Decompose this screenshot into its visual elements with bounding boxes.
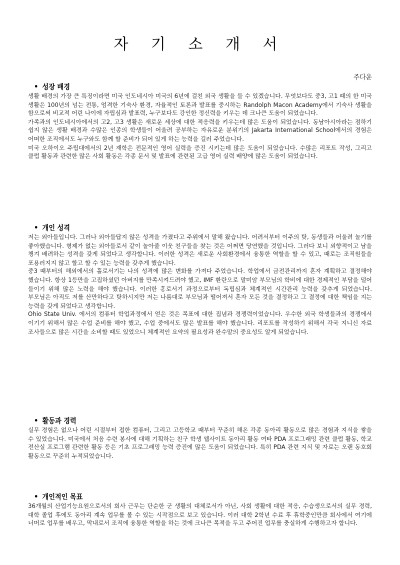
paragraph: 저는 외아들입니다. 그러나 외아들답지 않은 성격을 가졌다고 주위에서 말해 왔습니다. 어려서부터 이주의 탓, 동생들과 어울려 놀기를 좋아했습니다. 형제가 없는 외아들로서 같이 놀아줄 이웃 친구들을 찾는 것은 어쩌면 당연했을 것입니다. 그러다 보니 외향적이고 남을 챙겨 배려하는 성격을 갖게 되었다고 생각합니다. 이러한 성격은 새로운 사회환경에서 융통한 역할을 할 수 있고, 때로는 조직원들을 포용러지지 않고 할고 할 수 있는 능력을 갖추게 했습니다.: [28, 235, 372, 267]
bullet-icon: •: [34, 83, 39, 91]
section-heading-text: 활동과 경력: [42, 417, 77, 425]
section-heading-text: 개인적인 목표: [42, 493, 83, 501]
section-growth-background: [28, 81, 372, 162]
paragraph: 미국 오하이오 주립대에서의 2년 재학은 전문적인 영어 실력을 증진 시키는데 많은 도움이 되었습니다. 수많은 리포트 작성, 그리고 클럽 활동과 관련한 많은 사회 활동은 각종 문서 및 발표에 관련된 고급 영어 실력 배양에 많은 도움이 되었습니다.: [28, 145, 372, 161]
section-heading: [34, 491, 372, 501]
section-heading-text: 개인 성격: [42, 224, 70, 232]
section-heading: [34, 81, 372, 91]
paragraph: Ohio State Univ. 에서의 컴퓨터 학업과정에서 얻은 것은 목표에 대한 집념과 경쟁력이었습니다. 우수한 외국 학생들과의 경쟁에서 이기기 위해서 많은 수업 준비를 해야 했고, 수업 중에서도 많은 발표를 해야 했습니다. 리포트를 작성하기 위해서 각국 지니신 자료 조사들으로 많은 시간을 소비할 때도 있었으니 체계적인 요약의 필요성과 완수맡의 중요성도 알게 되었습니다.: [28, 312, 372, 336]
paragraph: 36개월의 산업기능요원으로서의 회사 근무는 단순한 군 생활의 대체로서가 아닌, 사회 생활에 대한 적응, 수습생으로서의 실무 경력, 대학 졸업 후에도 동아리 계속 업무를 볼 수 있는 시작점으로 보고 있습니다. 이러 대학 2학년 수료 후 휴학중인만큼 회사에서 여기에 너머로 업무를 배우고, 막내로서 조직에 융통한 역할을 하는 것에 크나큰 목적을 두고 주어진 업무를 충실하게 수행하고자 합니다.: [28, 504, 372, 528]
section-personal-goals: [28, 491, 372, 529]
section-heading: [34, 415, 372, 425]
document-title: 자 기 소 개 서: [113, 35, 287, 53]
paragraph: 실무 경험은 없으나 어린 시절부터 접한 컴퓨터, 그리고 고등학교 때부터 꾸준히 해온 각종 동아리 활동으로 많은 경험과 지식을 쌓을 수 있었습니다. 미국에서 처음 수련 봉사에 대해 기획하는 친구 학생 웹사이트 동아리 활동 여타 PDA 프로그래밍 관련 클럽 활동, 학교 전산실 프로그램 관련한 활동 등은 기초 프로그래밍 능력 증진에 많은 도움이 되었습니다. 특히 PDA 관련 지식 및 자료는 오랜 동호회 활동으로 꾸준히 누적되었습니다.: [28, 428, 372, 460]
section-heading: [34, 222, 372, 232]
section-personality: [28, 222, 372, 337]
paragraph: 가족과의 인도네시아에서의 고2, 고3 생활은 새로운 세상에 대한 적응력을 키우는데 많은 도움이 되었습니다. 동남아시아라는 점하기 쉽지 않은 생활 배경과 수많은 인종의 학생들이 어울려 공부하는 자유로운 분위기의 Jakarta International School에서의 경험은 어떠한 조직에서도 누구와도 함께 할 준비가 되어 있게 하는 능력을 길러 주었습니다.: [28, 119, 372, 143]
bullet-icon: •: [34, 417, 39, 425]
bullet-icon: •: [34, 224, 39, 232]
bullet-icon: •: [34, 493, 39, 501]
paragraph: 생활 배경의 가장 큰 특징이라면 미국 인도네시아 미국의 6년에 걸친 외국 생활을 들 수 있겠습니다. 무엇보다도 중3, 고1 때의 한 미국 생활은 100년의 넘는 전통, 엄격한 기숙사 환경, 자율적인 토론과 발표를 중시하는 Randolph Macon Academy에서 기숙사 생활을 함으로써 비교적 어린 나이에 자립심과 발표력, 누구보다도 강인한 정신력을 키우는 데 크나큰 도움이 되었습니다.: [28, 94, 372, 118]
section-heading-text: 성장 배경: [42, 83, 70, 91]
paragraph: 중3 때부터의 해외에서의 홀로서기는 나의 성격에 많은 변화를 가져다 주었습니다. 학업에서 금전관리까지 혼자 계획하고 결정해야 했습니다. 항상 1등만을 고집하셨던 아버지를 만족시켜드려야 했고, IMF 환란으로 말미암 부모님의 학비에 대한 경제적인 부담을 덜어 들이기 위해 많은 노력을 해야 했습니다. 이러한 홍로서기 과정으로부터 독립심과 체계적인 시간관리 능력을 갖추게 되었습니다. 부모님은 아직도 저를 산만하다고 탓하시지만 저는 나름대로 부모님과 떨어져서 혼자 모든 것을 결정하고 그 결정에 대한 책임을 지는 능력을 갖게 되었다고 생각합니다.: [28, 269, 373, 310]
author-name: 주다운: [353, 73, 372, 81]
section-activities-experience: [28, 415, 372, 461]
